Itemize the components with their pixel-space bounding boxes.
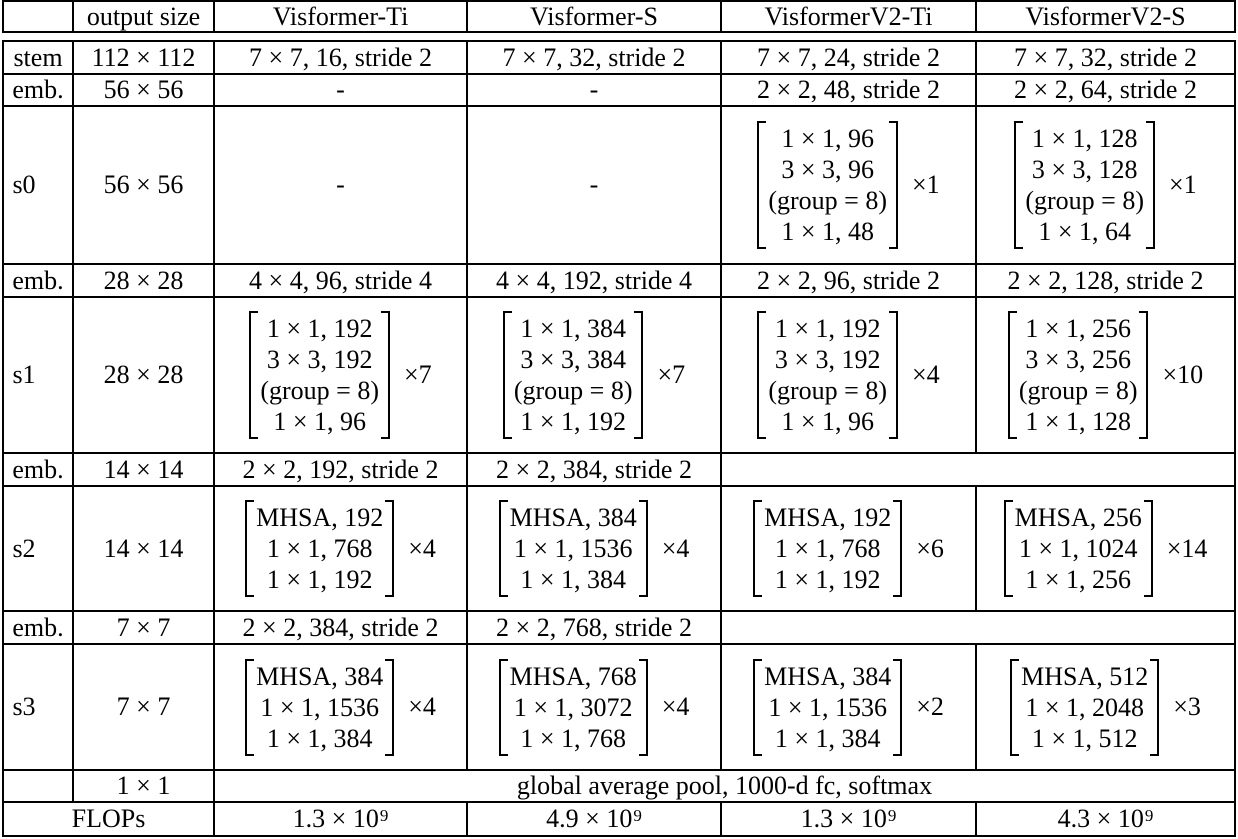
block-line: (group = 8) [1025,186,1144,215]
table-cell: 2 × 2, 128, stride 2 [1007,265,1204,295]
flops-exponent: 9 [633,805,642,825]
table-cell: - [589,75,599,104]
block-line: MHSA, 384 [509,503,637,532]
repeat-count: ×2 [916,692,944,721]
stage-label: s0 [12,170,36,199]
table-cell: 2 × 2, 96, stride 2 [757,265,940,295]
block-line: 1 × 1, 48 [781,217,874,246]
table-cell: 2 × 2, 64, stride 2 [1014,75,1197,104]
block-cell [722,645,975,769]
output-size: 7 × 7 [116,612,171,642]
flops-base: 1.3 × 10 [800,804,887,833]
table-cell: 2 × 2, 384, stride 2 [496,454,692,484]
repeat-count: ×4 [408,533,436,563]
rule [1234,0,1236,32]
rule [2,31,1236,33]
flops-base: 1.3 × 10 [292,804,379,833]
block-line: MHSA, 384 [256,661,384,691]
block-line: 1 × 1, 64 [1038,217,1131,246]
flops-label: FLOPs [71,804,146,833]
repeat-count: ×14 [1166,533,1208,563]
repeat-count: ×4 [661,692,690,721]
block-line: 1 × 1, 1536 [513,534,633,563]
block-line: 1 × 1, 192 [266,314,373,343]
block-line: 1 × 1, 256 [1025,565,1131,594]
block-line: MHSA, 512 [1021,661,1149,691]
rule [2,0,4,32]
block-line: 1 × 1, 192 [774,565,881,594]
table-cell: 2 × 2, 192, stride 2 [242,454,439,484]
block-cell [722,487,975,610]
flops-value [722,803,975,835]
block-line: 3 × 3, 128 [1031,155,1138,184]
matrix-bracket [499,661,648,754]
repeat-count: ×7 [657,360,686,389]
matrix-bracket [249,313,390,437]
block-line: 1 × 1, 192 [774,314,881,343]
flops-base: 4.3 × 10 [1057,804,1144,833]
output-size: 56 × 56 [103,75,184,104]
repeat-count: ×4 [408,692,436,721]
header-visformerv2-s: VisformerV2-S [1025,1,1186,31]
block-line: 1 × 1, 192 [520,407,626,436]
table-cell: 7 × 7, 16, stride 2 [249,42,432,72]
block-line: 1 × 1, 768 [520,723,626,753]
stage-label: emb. [12,265,64,295]
matrix-bracket [753,661,902,754]
matrix-bracket [503,313,644,437]
stage-label: emb. [12,612,64,642]
output-size: 7 × 7 [116,692,171,721]
block-line: 1 × 1, 2048 [1025,692,1144,722]
block-line: 1 × 1, 1536 [260,692,379,722]
block-cell [468,487,720,610]
flops-value [468,803,720,835]
output-size: 28 × 28 [103,360,184,389]
matrix-bracket [1004,502,1153,595]
block-line: 1 × 1, 96 [273,407,366,436]
output-size: 56 × 56 [103,170,184,199]
block-line: 1 × 1, 512 [1031,723,1138,753]
matrix-bracket [757,313,898,437]
flops-value [215,803,466,835]
flops-exponent: 9 [1144,805,1154,825]
repeat-count: ×6 [916,533,944,563]
block-line: 3 × 3, 256 [1025,345,1131,374]
block-cell [215,298,466,452]
rule [1234,40,1236,837]
repeat-count: ×4 [911,360,940,389]
repeat-count: ×4 [661,533,690,563]
header-visformer-ti: Visformer-Ti [272,1,409,31]
block-line: MHSA, 256 [1014,503,1142,532]
matrix-bracket [1014,123,1155,247]
table-cell: - [336,170,345,199]
header-visformerv2-ti: VisformerV2-Ti [764,1,933,31]
table-cell: 2 × 2, 768, stride 2 [496,612,692,642]
block-cell [977,107,1234,263]
matrix-bracket [757,123,898,247]
repeat-count: ×1 [1168,170,1197,199]
block-line: 3 × 3, 192 [774,345,881,374]
repeat-count: ×10 [1162,360,1204,389]
matrix-bracket [245,661,394,754]
flops-value [977,803,1234,835]
rule [2,835,1236,837]
output-size: 1 × 1 [116,771,171,800]
block-cell [215,487,466,610]
pool-head-cell: global average pool, 1000-d fc, softmax [516,771,933,800]
block-cell [468,298,720,452]
stage-label: s3 [12,692,36,721]
block-line: 3 × 3, 192 [266,345,373,374]
stage-label: emb. [12,454,64,484]
block-line: 3 × 3, 96 [781,155,874,184]
table-cell: 4 × 4, 96, stride 4 [249,265,432,295]
block-line: 1 × 1, 128 [1031,124,1138,153]
block-cell [977,645,1234,769]
output-size: 14 × 14 [103,533,184,563]
matrix-bracket [1010,661,1159,754]
block-line: 1 × 1, 768 [266,534,373,563]
stage-label: emb. [12,75,64,104]
block-line: (group = 8) [768,186,887,215]
block-line: 1 × 1, 96 [781,407,874,436]
block-line: 1 × 1, 96 [781,124,874,153]
block-cell [977,487,1234,610]
block-line: 1 × 1, 128 [1025,407,1131,436]
header-output-size: output size [86,1,201,31]
table-cell: 7 × 7, 24, stride 2 [757,42,940,72]
repeat-count: ×3 [1173,692,1201,721]
block-line: (group = 8) [1018,376,1138,405]
block-line: (group = 8) [260,376,379,405]
repeat-count: ×1 [911,170,940,199]
block-cell [977,298,1234,452]
block-line: 3 × 3, 384 [520,345,626,374]
matrix-bracket [245,502,394,595]
header-visformer-s: Visformer-S [530,1,658,31]
stage-label: stem [13,42,63,72]
block-line: 1 × 1, 384 [266,723,373,753]
table-cell: 7 × 7, 32, stride 2 [1014,42,1197,72]
stage-label: s2 [12,533,36,563]
block-line: (group = 8) [768,376,887,405]
table-cell: - [336,75,345,104]
table-cell: 2 × 2, 384, stride 2 [242,612,439,642]
table-cell: - [589,170,599,199]
flops-exponent: 9 [887,805,897,825]
table-cell: 7 × 7, 32, stride 2 [502,42,686,72]
table-cell: 2 × 2, 48, stride 2 [757,75,940,104]
flops-exponent: 9 [379,805,389,825]
flops-base: 4.9 × 10 [546,804,633,833]
block-line: 1 × 1, 768 [774,534,881,563]
output-size: 14 × 14 [103,454,184,484]
block-cell [215,645,466,769]
block-line: MHSA, 768 [509,661,637,691]
block-line: 1 × 1, 1024 [1018,534,1138,563]
matrix-bracket [753,502,902,595]
block-line: 1 × 1, 1536 [768,692,887,722]
repeat-count: ×7 [403,360,432,389]
stage-label: s1 [12,360,36,389]
block-line: 1 × 1, 384 [520,565,626,594]
table-cell: 4 × 4, 192, stride 4 [496,265,692,295]
block-cell [722,298,975,452]
block-line: 1 × 1, 384 [774,723,881,753]
block-cell [468,645,720,769]
block-cell [722,107,975,263]
block-line: MHSA, 384 [764,661,892,691]
matrix-bracket [1008,313,1149,437]
block-line: (group = 8) [513,376,633,405]
matrix-bracket [499,502,648,595]
block-line: 1 × 1, 3072 [513,692,633,722]
block-line: 1 × 1, 192 [266,565,373,594]
block-line: MHSA, 192 [764,503,892,532]
output-size: 28 × 28 [103,265,184,295]
block-line: 1 × 1, 256 [1025,314,1131,343]
block-line: MHSA, 192 [256,503,384,532]
block-line: 1 × 1, 384 [520,314,626,343]
output-size: 112 × 112 [91,42,196,72]
